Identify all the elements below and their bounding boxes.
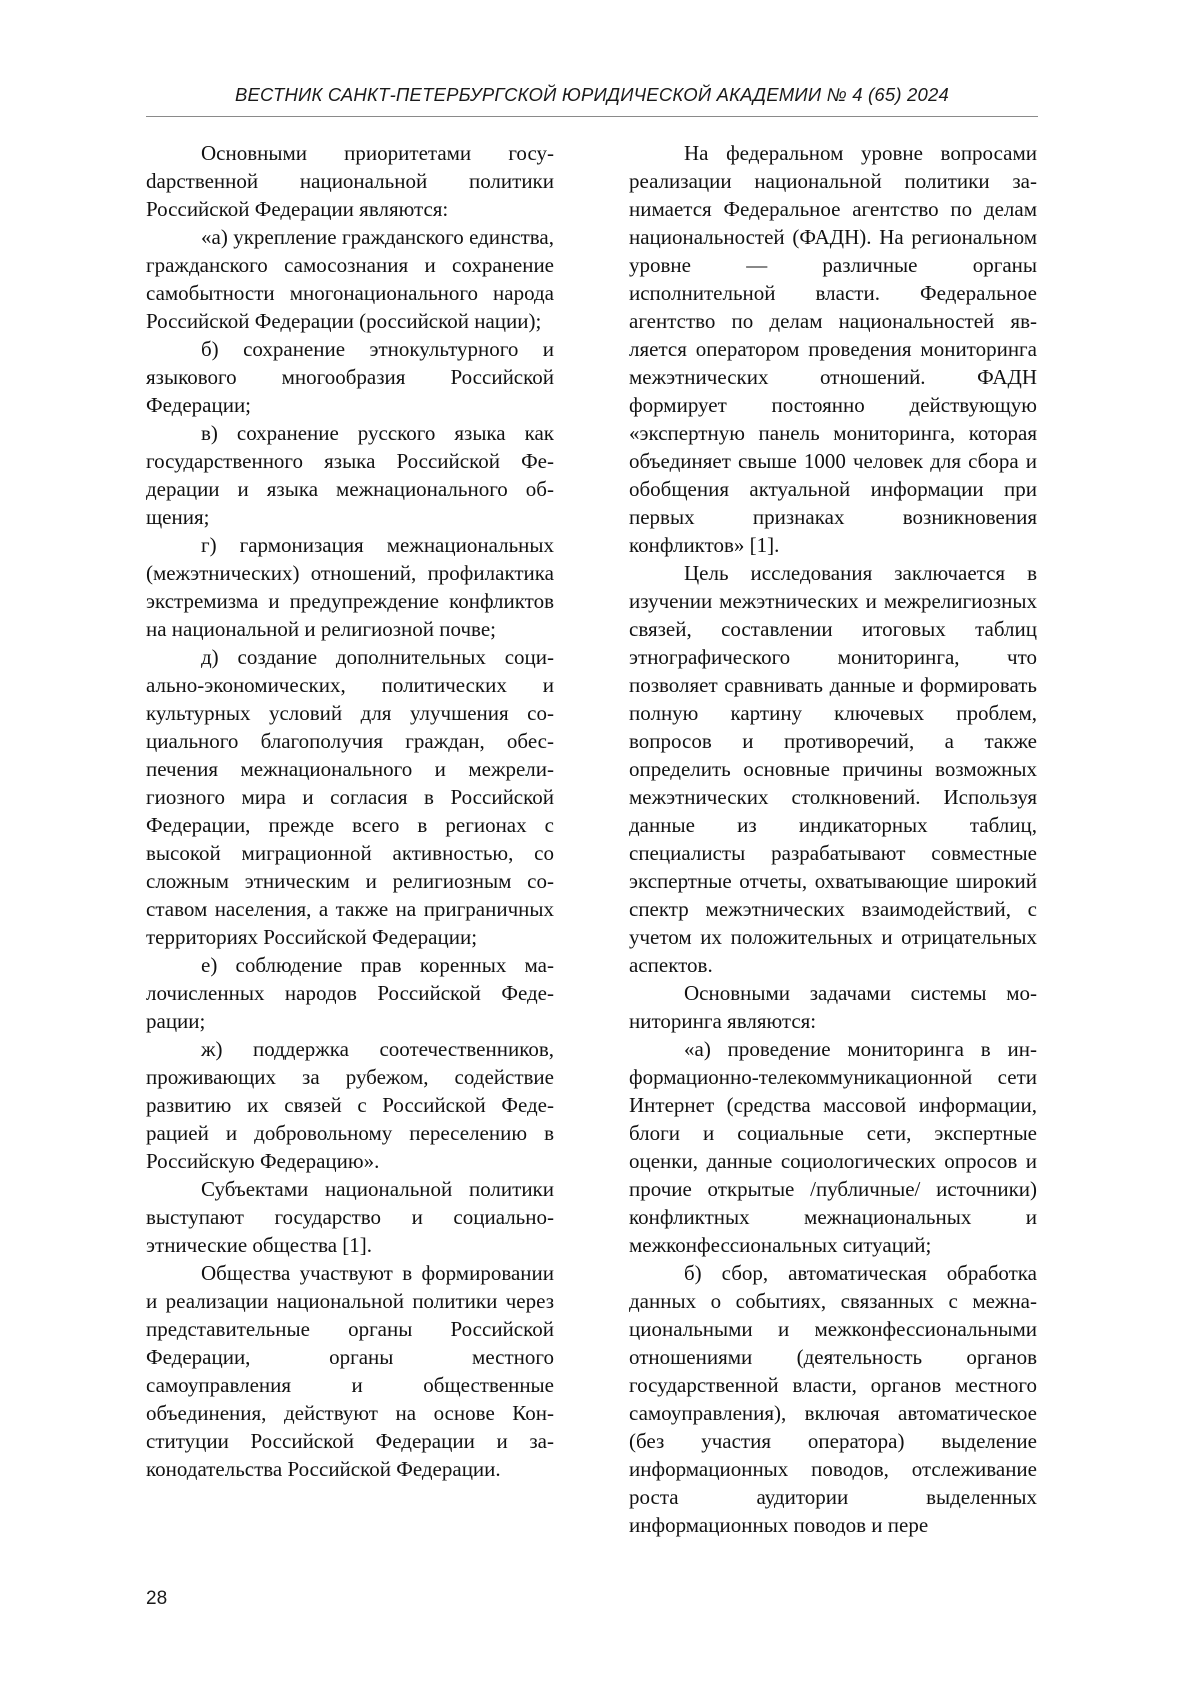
- paragraph: б) сохранение этнокультурного и языкового многообразия Российской Федерации;: [146, 337, 554, 417]
- paragraph: б) сбор, автоматическая обработка данных о событиях, связанных с межнациональными и межконфессиональными отношениями (деятельность органов государственной власти, органов местного самоуправления), включая автоматическое (без участия оператора) выделение информационных поводов, отслеживание роста аудитории выделенных информационных поводов и пере: [629, 1261, 1037, 1537]
- paragraph: Общества участвуют в формировании и реализации национальной политики через представительные органы Российской Федерации, органы местного самоуправления и общественные объединения, действуют на основе Конституции Российской Федерации и законодательства Российской Федерации.: [146, 1261, 554, 1481]
- paragraph: в) сохранение русского языка как государственного языка Российской Федерации и языка межнационального общения;: [146, 421, 554, 529]
- paragraph: Субъектами национальной политики выступают государство и социально-этнические общества [1].: [146, 1177, 554, 1257]
- paragraph: На федеральном уровне вопросами реализации национальной политики занимается Федеральное агентство по делам национальностей (ФАДН). На региональном уровне — различные органы исполнительной власти. Федеральное агентство по делам национальностей является оператором проведения мониторинга межэтнических отношений. ФАДН формирует постоянно действующую «экспертную панель мониторинга, которая объединяет свыше 1000 человек для сбора и обобщения актуальной информации при первых признаках возникновения конфликтов» [1].: [629, 141, 1037, 557]
- paragraph: Цель исследования заключается в изучении межэтнических и межрелигиозных связей, составлении итоговых таблиц этнографического мониторинга, что позволяет сравнивать данные и формировать полную картину ключевых проблем, вопросов и противоречий, а также определить основные причины возможных межэтнических столкновений. Используя данные из индикаторных таблиц, специалисты разрабатывают совместные экспертные отчеты, охватывающие широкий спектр межэтнических взаимодействий, с учетом их положительных и отрицательных аспектов.: [629, 561, 1037, 977]
- right-column: [629, 139, 1037, 1539]
- paragraph: е) соблюдение прав коренных малочисленных народов Российской Федерации;: [146, 953, 554, 1033]
- paragraph: г) гармонизация межнациональных (межэтнических) отношений, профилактика экстремизма и предупреждение конфликтов на национальной и религиозной почве;: [146, 533, 554, 641]
- journal-header: ВЕСТНИК САНКТ-ПЕТЕРБУРГСКОЙ ЮРИДИЧЕСКОЙ АКАДЕМИИ № 4 (65) 2024: [234, 84, 950, 105]
- left-column: [146, 139, 554, 1483]
- paragraph: ж) поддержка соотечественников, проживающих за рубежом, содействие развитию их связей с Российской Федерацией и добровольному переселению в Российскую Федерацию».: [146, 1037, 554, 1173]
- paragraph: «а) проведение мониторинга в информационно-телекоммуникационной сети Интернет (средства массовой информации, блоги и социальные сети, экспертные оценки, данные социологических опросов и прочие открытые /публичные/ источники) конфликтных межнациональных и межконфессиональных ситуаций;: [629, 1037, 1037, 1257]
- paragraph: «а) укрепление гражданского единства, гражданского самосознания и сохранение самобытности многонационального народа Российской Федерации (российской нации);: [146, 225, 554, 333]
- page-number: 28: [146, 1588, 168, 1609]
- paragraph: Основными задачами системы мониторинга являются:: [629, 981, 1037, 1033]
- paragraph: д) создание дополнительных социально-экономических, политических и культурных условий для улучшения социального благополучия граждан, обеспечения межнационального и межрелигиозного мира и согласия в Российской Федерации, прежде всего в регионах с высокой миграционной активностью, со сложным этническим и религиозным составом населения, а также на приграничных территориях Российской Федерации;: [146, 645, 554, 949]
- paragraph: Основными приоритетами госуdарственной национальной политики Российской Федерации являются:: [146, 141, 554, 221]
- header-divider: [146, 116, 1038, 117]
